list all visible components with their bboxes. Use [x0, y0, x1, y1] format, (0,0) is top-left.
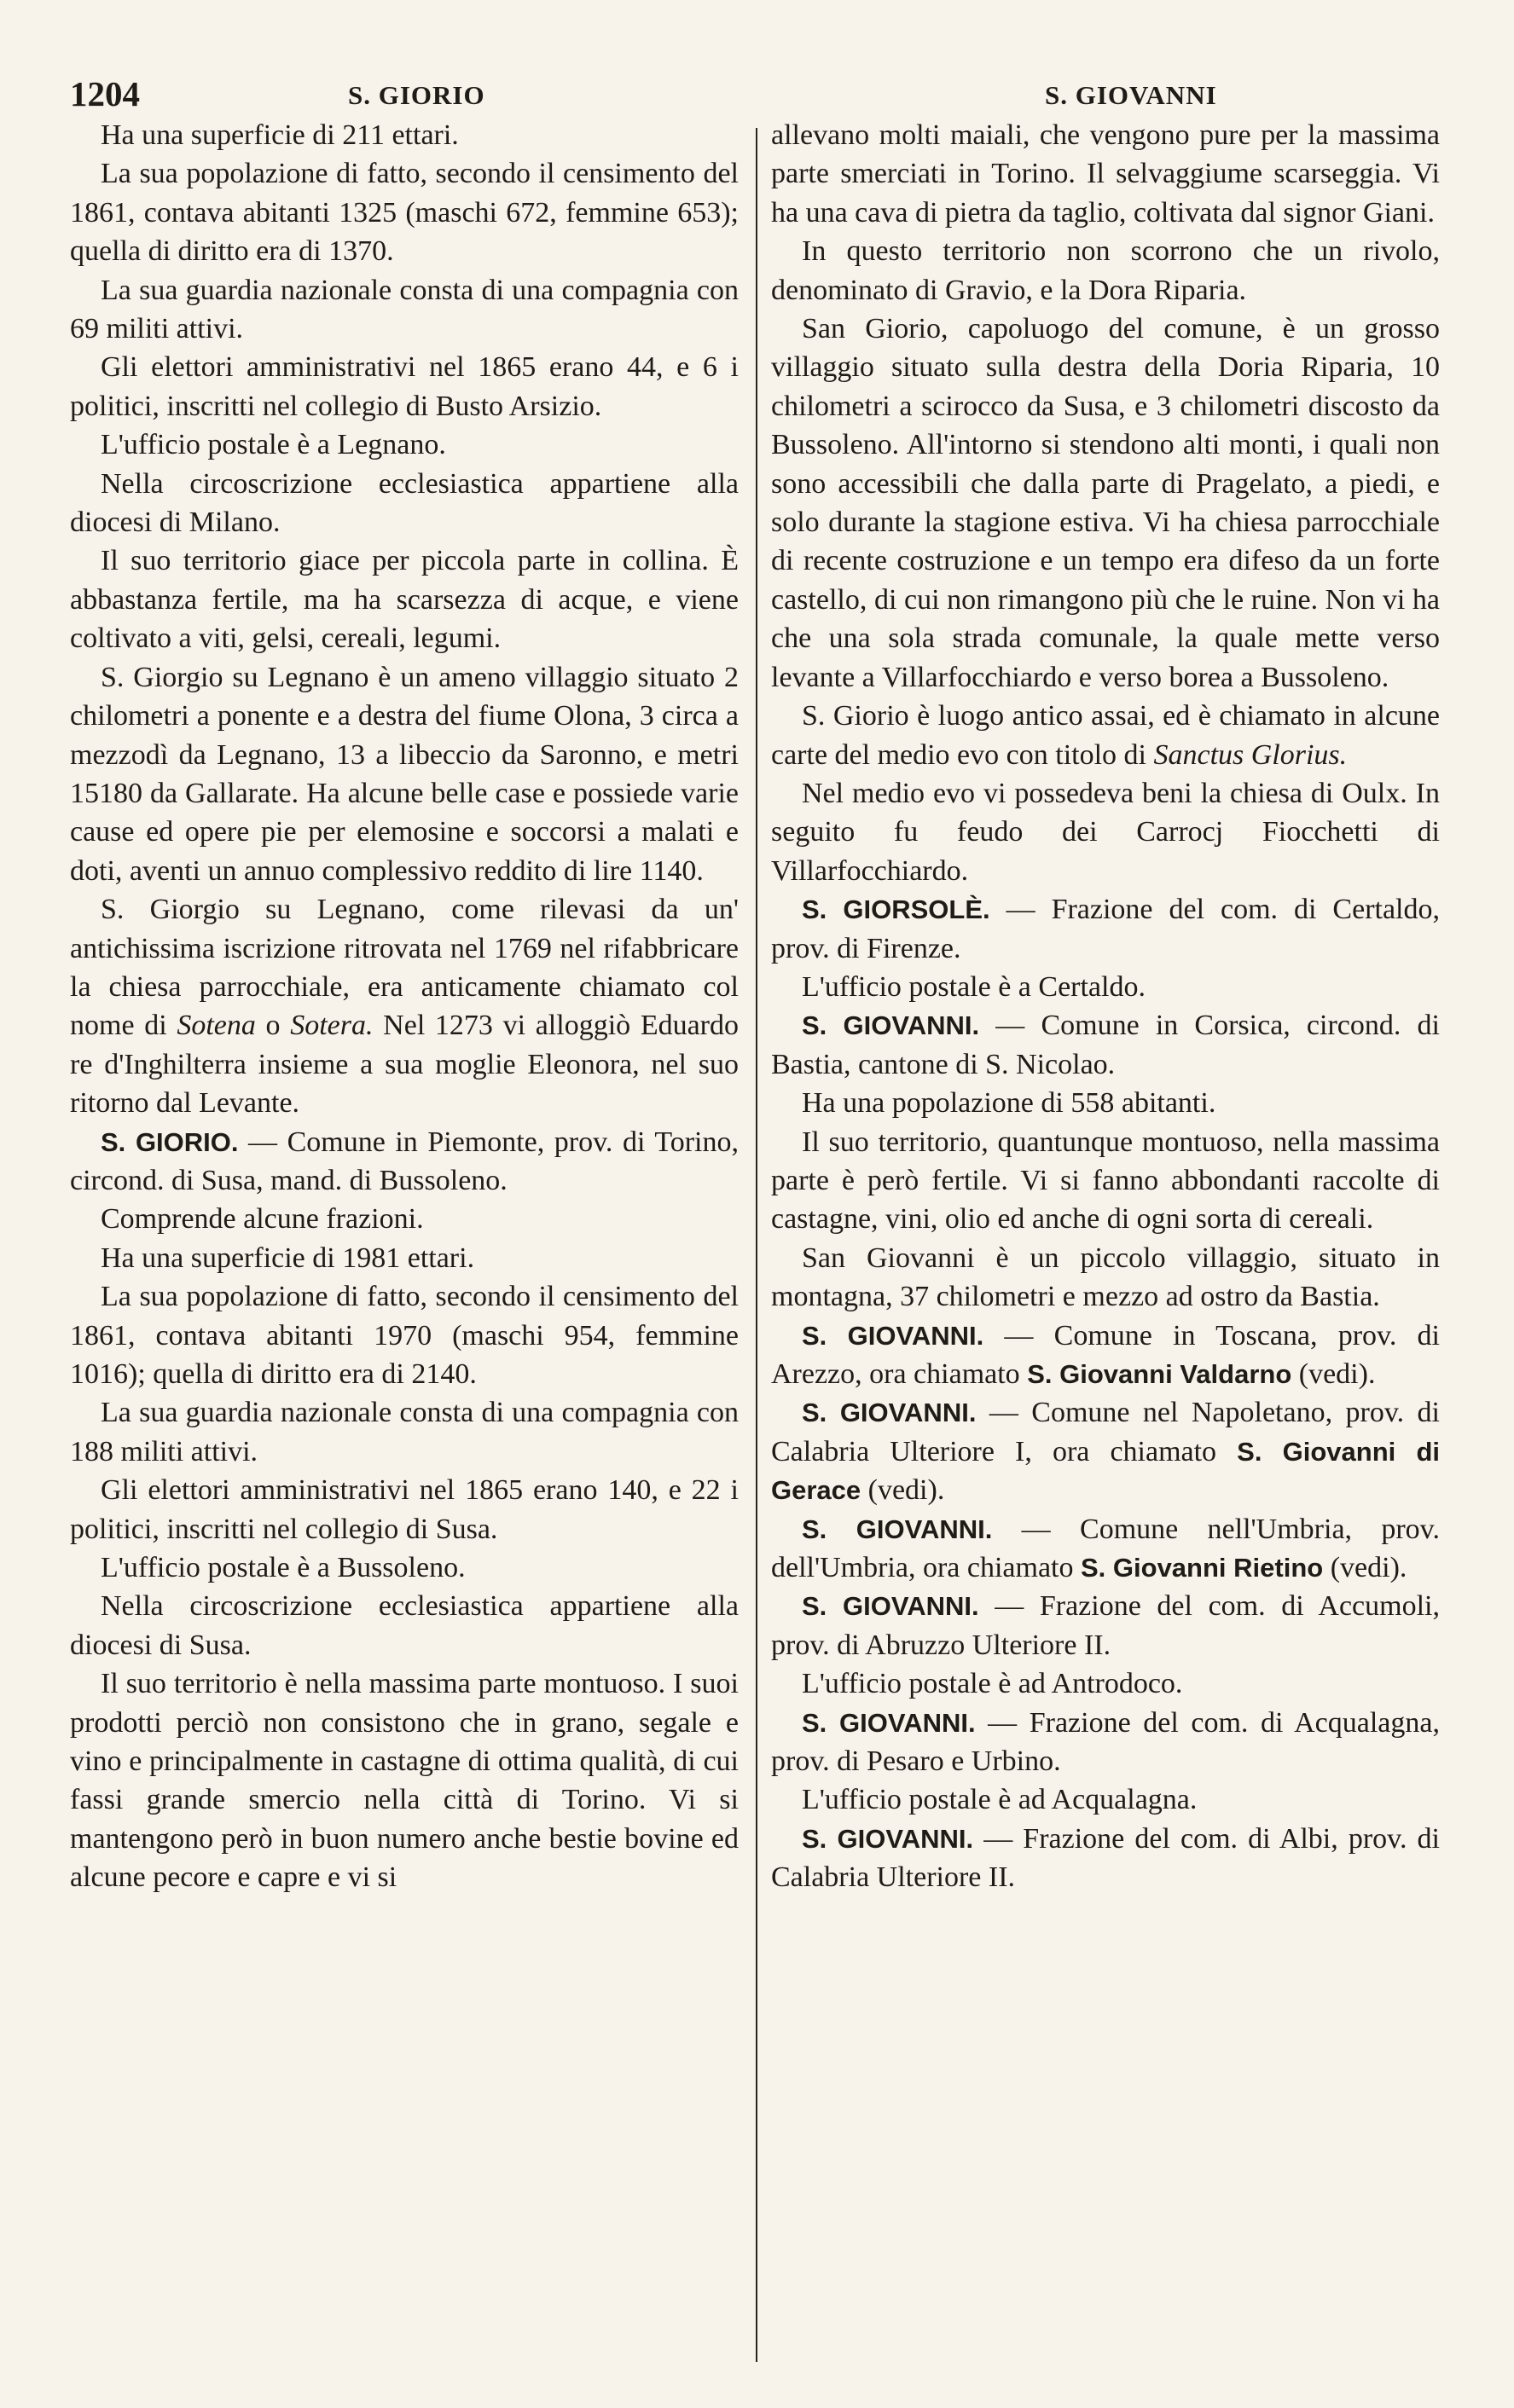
paragraph-text: Nella circoscrizione ecclesiastica appartiene alla diocesi di Susa. [70, 1590, 739, 1661]
paragraph [771, 232, 1440, 310]
paragraph-text: Comprende alcune frazioni. [101, 1203, 424, 1236]
paragraph [70, 154, 739, 270]
page-number: 1204 [70, 74, 140, 113]
entry-paragraph [771, 1820, 1440, 1897]
paragraph-text: Nel medio evo vi possedeva beni la chiesa di Oulx. In seguito fu feudo dei Carrocj Fiocchetti di Villarfocchiardo. [771, 777, 1440, 887]
column-divider [756, 128, 757, 2362]
entry-heading: S. GIORIO. [101, 1126, 239, 1157]
paragraph-text: S. Giorgio su Legnano è un ameno villaggio situato 2 chilometri a ponente e a destra del fiume Olona, 3 circa a mezzodì da Legnano, 13 a libeccio da Saronno, e metri 15180 da Gallarate. Ha alcune belle case e possiede varie cause ed opere pie per elemosine e soccorsi a malati e doti, aventi un annuo complessivo reddito di lire 1140. [70, 661, 739, 887]
paragraph [70, 116, 739, 154]
paragraph-text: La sua popolazione di fatto, secondo il censimento del 1861, contava abitanti 1325 (maschi 672, femmine 653); quella di diritto era di 1370. [70, 158, 739, 268]
paragraph-text: o [255, 1010, 291, 1042]
paragraph [70, 1587, 739, 1664]
entry-heading: S. GIOVANNI. [802, 1591, 979, 1622]
entry-heading: S. GIORSOLÈ. [802, 894, 990, 925]
paragraph-text: La sua popolazione di fatto, secondo il censimento del 1861, contava abitanti 1970 (maschi 954, femmine 1016); quella di diritto era di 2140. [70, 1281, 739, 1390]
paragraph [771, 1664, 1440, 1703]
paragraph-text: Ha una popolazione di 558 abitanti. [802, 1087, 1216, 1120]
paragraph-text: La sua guardia nazionale consta di una compagnia con 188 militi attivi. [70, 1397, 739, 1467]
paragraph [70, 348, 739, 425]
paragraph-text: L'ufficio postale è ad Antrodoco. [802, 1668, 1183, 1700]
paragraph-text: S. Giorio è luogo antico assai, ed è chiamato in alcune carte del medio evo con titolo di [771, 700, 1440, 771]
paragraph-text: — Frazione del com. di Acqualagna, prov. di Pesaro e Urbino. [771, 1706, 1440, 1778]
paragraph-text: La sua guardia nazionale consta di una compagnia con 69 militi attivi. [70, 274, 739, 345]
paragraph [70, 1548, 739, 1587]
paragraph [70, 1664, 739, 1896]
entry-heading: S. GIOVANNI. [802, 1707, 976, 1738]
paragraph-text: (vedi). [1291, 1358, 1376, 1390]
paragraph [70, 1393, 739, 1471]
paragraph [70, 1277, 739, 1393]
entry-heading: S. GIOVANNI. [802, 1823, 974, 1854]
entry-paragraph [771, 1317, 1440, 1394]
cross-reference: S. Giovanni Rietino [1081, 1553, 1324, 1583]
paragraph-text: L'ufficio postale è a Certaldo. [802, 970, 1146, 1003]
paragraph-text: — Frazione del com. di Albi, prov. di Calabria Ulteriore II. [771, 1822, 1440, 1894]
left-running-title: S. GIORIO [348, 80, 485, 110]
paragraph-text: In questo territorio non scorrono che un rivolo, denominato di Gravio, e la Dora Riparia. [771, 235, 1440, 306]
paragraph [70, 1200, 739, 1238]
paragraph-text: — Comune in Corsica, circond. di Bastia, cantone di S. Nicolao. [771, 1010, 1440, 1080]
entry-heading: S. GIOVANNI. [802, 1320, 984, 1351]
paragraph [771, 1239, 1440, 1317]
paragraph-text: — Frazione del com. di Accumoli, prov. di Abruzzo Ulteriore II. [771, 1590, 1440, 1661]
paragraph-text: Nel 1273 vi alloggiò Eduardo re d'Inghilterra insieme a sua moglie Eleonora, nel suo ritorno dal Levante. [70, 1010, 739, 1120]
paragraph [771, 1780, 1440, 1819]
paragraph [771, 968, 1440, 1006]
entry-paragraph [771, 1587, 1440, 1664]
paragraph-text: San Giovanni è un piccolo villaggio, situato in montagna, 37 chilometri e mezzo ad ostro da Bastia. [771, 1242, 1440, 1313]
paragraph-text: Il suo territorio, quantunque montuoso, nella massima parte è però fertile. Vi si fanno abbondanti raccolte di castagne, vini, olio ed anche di ogni sorta di cereali. [771, 1126, 1440, 1236]
italic-text: Sotera. [290, 1010, 374, 1042]
italic-text: Sanctus Glorius. [1153, 738, 1348, 771]
paragraph-text: Gli elettori amministrativi nel 1865 erano 44, e 6 i politici, inscritti nel collegio di Busto Arsizio. [70, 351, 739, 422]
paragraph-text: — Frazione del com. di Certaldo, prov. di Firenze. [771, 894, 1440, 964]
right-column [771, 116, 1440, 2384]
paragraph-text: L'ufficio postale è a Legnano. [101, 429, 446, 461]
paragraph-text: — Comune in Toscana, prov. di Arezzo, ora chiamato [771, 1319, 1440, 1390]
paragraph-text: San Giorio, capoluogo del comune, è un grosso villaggio situato sulla destra della Doria Riparia, 10 chilometri a scirocco da Susa, e 3 chilometri discosto da Bussoleno. All'intorno si stendono alti monti, i quali non sono accessibili che dalla parte di Pragelato, a piedi, e solo durante la stagione estiva. Vi ha chiesa parrocchiale di recente costruzione e un tempo era difeso da un forte castello, di cui non rimangono più che le ruine. Non vi ha che una sola strada comunale, la quale mette verso levante a Villarfocchiardo e verso borea a Bussoleno. [771, 313, 1440, 693]
paragraph [70, 425, 739, 464]
paragraph-text: — Comune nel Napoletano, prov. di Calabria Ulteriore I, ora chiamato [771, 1397, 1440, 1467]
paragraph [70, 465, 739, 542]
paragraph [771, 116, 1440, 232]
entry-heading: S. GIOVANNI. [802, 1010, 980, 1041]
paragraph-text: L'ufficio postale è ad Acqualagna. [802, 1784, 1198, 1816]
paragraph-text: Il suo territorio giace per piccola parte in collina. È abbastanza fertile, ma ha scarsezza di acque, e viene coltivato a viti, gelsi, cereali, legumi. [70, 545, 739, 655]
entry-paragraph [771, 1006, 1440, 1084]
paragraph-text: Nella circoscrizione ecclesiastica appartiene alla diocesi di Milano. [70, 467, 739, 539]
paragraph [771, 697, 1440, 774]
paragraph-text: (vedi). [861, 1474, 945, 1507]
paragraph [70, 890, 739, 1122]
entry-paragraph [771, 1510, 1440, 1588]
paragraph [70, 271, 739, 349]
paragraph-text: — Comune nell'Umbria, prov. dell'Umbria, ora chiamato [771, 1513, 1440, 1584]
paragraph-text: Ha una superficie di 211 ettari. [101, 119, 459, 151]
paragraph [771, 1084, 1440, 1122]
right-running-title: S. GIOVANNI [1045, 80, 1217, 110]
paragraph-text: S. Giorgio su Legnano, come rilevasi da un' antichissima iscrizione ritrovata nel 1769 nel rifabbricare la chiesa parrocchiale, era anticamente chiamato col nome di [70, 894, 739, 1042]
paragraph-text: Gli elettori amministrativi nel 1865 erano 140, e 22 i politici, inscritti nel collegio di Susa. [70, 1474, 739, 1545]
paragraph-text: Il suo territorio è nella massima parte montuoso. I suoi prodotti perciò non consistono che in grano, segale e vino e principalmente in castagne di ottima qualità, di cui fassi grande smercio nella città di Torino. Vi si mantengono però in buon numero anche bestie bovine ed alcune pecore e capre e vi si [70, 1668, 739, 1894]
paragraph-text: — Comune in Piemonte, prov. di Torino, circond. di Susa, mand. di Bussoleno. [70, 1126, 739, 1196]
paragraph [70, 1239, 739, 1277]
cross-reference: S. Giovanni di Gerace [771, 1436, 1440, 1506]
paragraph-text: L'ufficio postale è a Bussoleno. [101, 1552, 466, 1584]
left-column [70, 116, 739, 2384]
page-header [0, 73, 1514, 116]
entry-paragraph [70, 1123, 739, 1201]
paragraph-text: Ha una superficie di 1981 ettari. [101, 1242, 475, 1274]
entry-paragraph [771, 890, 1440, 968]
cross-reference: S. Giovanni Valdarno [1027, 1359, 1292, 1389]
paragraph-text: (vedi). [1323, 1552, 1407, 1584]
paragraph [771, 774, 1440, 890]
paragraph-text: allevano molti maiali, che vengono pure per la massima parte smerciati in Torino. Il selvaggiume scarseggia. Vi ha una cava di pietra da taglio, coltivata dal signor Giani. [771, 119, 1440, 229]
entry-heading: S. GIOVANNI. [802, 1398, 977, 1428]
entry-heading: S. GIOVANNI. [802, 1514, 993, 1544]
paragraph [771, 1123, 1440, 1239]
paragraph [771, 310, 1440, 697]
entry-paragraph [771, 1393, 1440, 1509]
entry-paragraph [771, 1704, 1440, 1781]
italic-text: Sotena [177, 1010, 256, 1042]
paragraph [70, 1471, 739, 1548]
paragraph [70, 541, 739, 657]
paragraph [70, 658, 739, 890]
